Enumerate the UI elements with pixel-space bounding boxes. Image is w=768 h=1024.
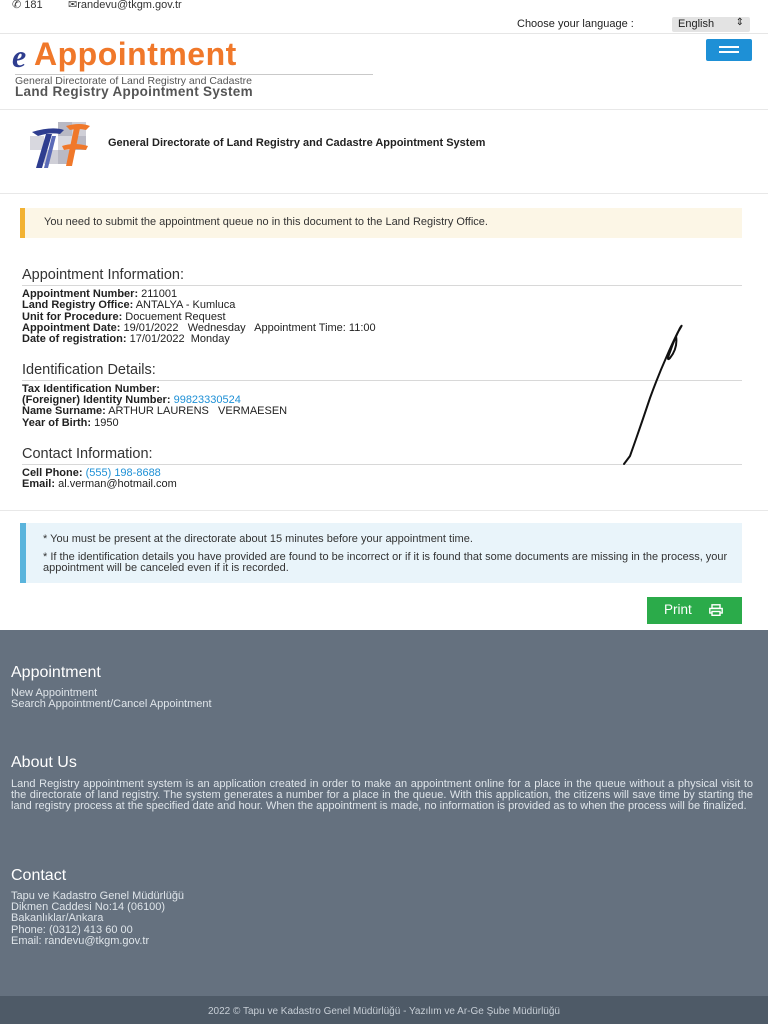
envelope-icon: ✉ [68, 0, 78, 11]
field-label: Appointment Date: [22, 322, 121, 334]
footer-email-label: Email: [11, 935, 42, 947]
print-label: Print [664, 602, 692, 617]
footer-email-row [11, 936, 149, 947]
footer-appointment-heading: Appointment [11, 664, 101, 681]
logo-subtitle: General Directorate of Land Registry and Cadastre [15, 74, 373, 87]
contact-info-heading: Contact Information: [22, 446, 153, 462]
copyright-text: 2022 © Tapu ve Kadastro Genel Müdürlüğü - Yazılım ve Ar-Ge Şube Müdürlüğü [207, 1006, 560, 1017]
email-value: al.verman@hotmail.com [58, 478, 177, 490]
language-select[interactable] [672, 17, 750, 32]
notes-alert [20, 523, 742, 583]
print-button[interactable] [647, 597, 742, 624]
appointment-date: 19/01/2022 [123, 322, 179, 334]
field-label: Appointment Number: [22, 288, 139, 300]
appointment-weekday: Wednesday [187, 322, 246, 334]
divider [0, 510, 768, 511]
birth-year-row [22, 418, 119, 429]
phone-number: 181 [24, 0, 43, 11]
name-value: ARTHUR LAURENS VERMAESEN [108, 405, 288, 417]
about-us-text: Land Registry appointment system is an application created in order to make an appointment online for a place in the queue without a physical visit to the directorate of land registry. The system generates a number for a place in the queue. With this application, the citizens will save time by starting the land registry process at the specified date and hour. When the appointment is made, no information is provided as to when the process will be finalized. [11, 778, 753, 812]
phone-icon: ✆ [12, 0, 22, 11]
field-label: Email: [22, 478, 56, 490]
language-label: Choose your language : [517, 18, 634, 30]
divider [0, 193, 768, 194]
header-bottom-divider [0, 109, 768, 110]
birth-year: 1950 [94, 417, 119, 429]
language-selected: English [678, 18, 715, 30]
email-row [22, 479, 177, 490]
copyright-bar [0, 996, 768, 1024]
identification-heading: Identification Details: [22, 362, 156, 378]
appointment-info-heading: Appointment Information: [22, 267, 185, 283]
field-label: Year of Birth: [22, 417, 92, 429]
menu-toggle-button[interactable] [706, 39, 752, 61]
footer-org-name: Tapu ve Kadastro Genel Müdürlüğü [11, 890, 185, 902]
time-label: Appointment Time: [254, 322, 346, 334]
search-cancel-appointment-link[interactable]: Search Appointment/Cancel Appointment [11, 698, 212, 710]
name-row [22, 406, 287, 417]
printer-icon [709, 604, 723, 616]
field-label: (Foreigner) Identity Number: [22, 394, 171, 406]
handwritten-signature [600, 318, 700, 468]
note-cancellation: * If the identification details you have provided are found to be incorrect or if it is found that some documents are missing in the process, your appointment will be canceled even if it is recorded. [43, 551, 728, 574]
office-value: ANTALYA - Kumluca [135, 299, 236, 311]
note-arrival: * You must be present at the directorate about 15 minutes before your appointment time. [43, 533, 473, 545]
new-appointment-link[interactable]: New Appointment [11, 687, 98, 699]
select-chevron-icon: ⇕ [735, 17, 744, 28]
tkgm-logo-icon [22, 116, 96, 174]
footer-phone-label: Phone: [11, 924, 46, 936]
field-label: Tax Identification Number: [22, 383, 160, 395]
field-label: Name Surname: [22, 405, 106, 417]
registration-weekday: Monday [190, 333, 230, 345]
email-address: randevu@tkgm.gov.tr [77, 0, 182, 11]
office-row [22, 300, 235, 311]
phone-contact[interactable] [12, 0, 43, 11]
logo-wordmark[interactable]: Appointment [34, 36, 237, 72]
registration-date-row [22, 334, 230, 345]
logo-e[interactable]: e [12, 38, 27, 74]
warning-alert [20, 208, 742, 238]
document-organization-title: General Directorate of Land Registry and Cadastre Appointment System [108, 137, 486, 149]
unit-value: Docuement Request [125, 311, 226, 323]
field-label: Unit for Procedure: [22, 311, 123, 323]
cell-phone-link[interactable]: (555) 198-8688 [85, 467, 161, 479]
footer-contact-heading: Contact [11, 867, 67, 884]
registration-date: 17/01/2022 [129, 333, 185, 345]
email-contact[interactable] [68, 0, 182, 11]
field-label: Cell Phone: [22, 467, 83, 479]
footer-phone[interactable]: (0312) 413 60 00 [48, 924, 133, 936]
appointment-time: 11:00 [348, 322, 376, 334]
foreigner-id-link[interactable]: 99823330524 [173, 394, 241, 406]
footer-email[interactable]: randevu@tkgm.gov.tr [44, 935, 150, 947]
warning-alert-text: You need to submit the appointment queue no in this document to the Land Registry Office. [44, 216, 488, 228]
system-title: Land Registry Appointment System [15, 84, 253, 99]
top-contact-bar [0, 0, 768, 14]
footer-address-line2: Bakanlıklar/Ankara [11, 912, 104, 924]
section-rule [22, 285, 742, 286]
about-us-heading: About Us [11, 754, 77, 771]
header-divider [0, 33, 768, 34]
appointment-number: 211001 [141, 288, 178, 300]
footer-address-line1: Dikmen Caddesi No:14 (06100) [11, 901, 166, 913]
field-label: Date of registration: [22, 333, 127, 345]
field-label: Land Registry Office: [22, 299, 134, 311]
